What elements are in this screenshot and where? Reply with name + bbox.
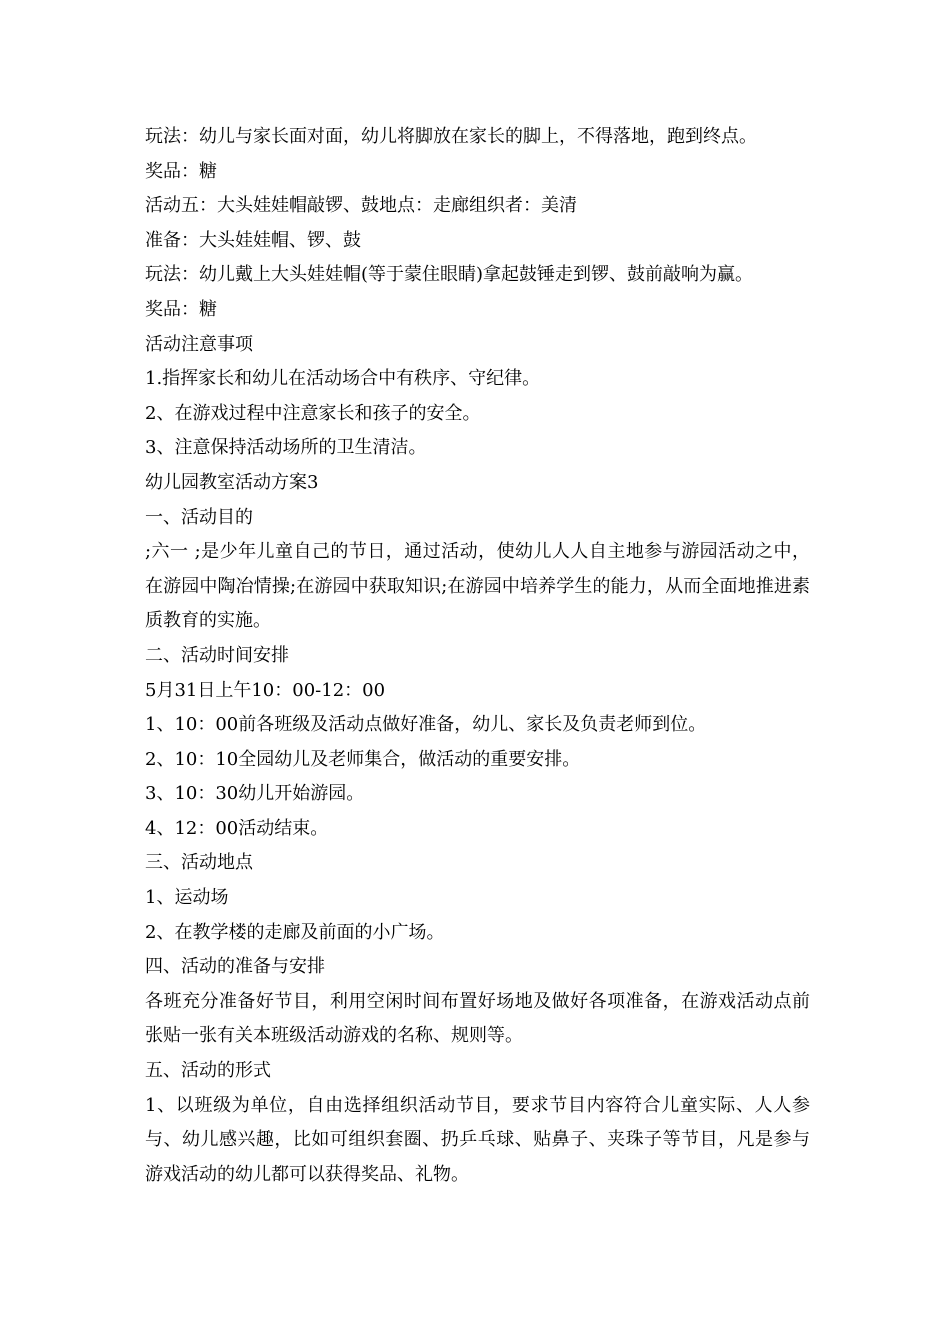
section-heading: 五、活动的形式 [145, 1060, 271, 1082]
paragraph: 1、运动场 [145, 887, 229, 909]
paragraph: 5月31日上午10：00-12：00 [145, 679, 386, 701]
paragraph: 奖品：糖 [145, 160, 217, 182]
paragraph: 2、10：10全园幼儿及老师集合，做活动的重要安排。 [145, 748, 581, 770]
paragraph: 3、10：30幼儿开始游园。 [145, 783, 365, 805]
paragraph: 活动五：大头娃娃帽敲锣、鼓地点：走廊组织者：美清 [145, 195, 577, 217]
section-heading: 四、活动的准备与安排 [145, 956, 325, 978]
paragraph: 1.指挥家长和幼儿在活动场合中有秩序、守纪律。 [145, 368, 541, 390]
paragraph: 3、注意保持活动场所的卫生清洁。 [145, 437, 427, 459]
paragraph: 4、12：00活动结束。 [145, 817, 329, 839]
section-heading: 三、活动地点 [145, 852, 253, 874]
paragraph: 2、在教学楼的走廊及前面的小广场。 [145, 921, 445, 943]
paragraph: 奖品：糖 [145, 298, 217, 320]
section-heading: 二、活动时间安排 [145, 644, 289, 666]
section-heading: 活动注意事项 [145, 333, 253, 355]
paragraph: 各班充分准备好节目，利用空闲时间布置好场地及做好各项准备，在游戏活动点前张贴一张有关本班级活动游戏的名称、规则等。 [145, 990, 810, 1047]
paragraph: 2、在游戏过程中注意家长和孩子的安全。 [145, 402, 481, 424]
paragraph: 玩法：幼儿戴上大头娃娃帽(等于蒙住眼睛)拿起鼓锤走到锣、鼓前敲响为赢。 [145, 264, 754, 286]
document-body [145, 120, 810, 1192]
document-title: 幼儿园教室活动方案3 [145, 471, 319, 493]
paragraph: 1、以班级为单位，自由选择组织活动节目，要求节目内容符合儿童实际、人人参与、幼儿感兴趣，比如可组织套圈、扔乒乓球、贴鼻子、夹珠子等节目，凡是参与游戏活动的幼儿都可以获得奖品、礼物。 [145, 1094, 810, 1185]
paragraph: 1、10：00前各班级及活动点做好准备，幼儿、家长及负责老师到位。 [145, 714, 707, 736]
paragraph: 准备：大头娃娃帽、锣、鼓 [145, 229, 361, 251]
paragraph: ;六一 ;是少年儿童自己的节日，通过活动，使幼儿人人自主地参与游园活动之中，在游园中陶冶情操;在游园中获取知识;在游园中培养学生的能力，从而全面地推进素质教育的实施。 [145, 541, 810, 632]
section-heading: 一、活动目的 [145, 506, 253, 528]
paragraph: 玩法：幼儿与家长面对面，幼儿将脚放在家长的脚上，不得落地，跑到终点。 [145, 126, 757, 147]
